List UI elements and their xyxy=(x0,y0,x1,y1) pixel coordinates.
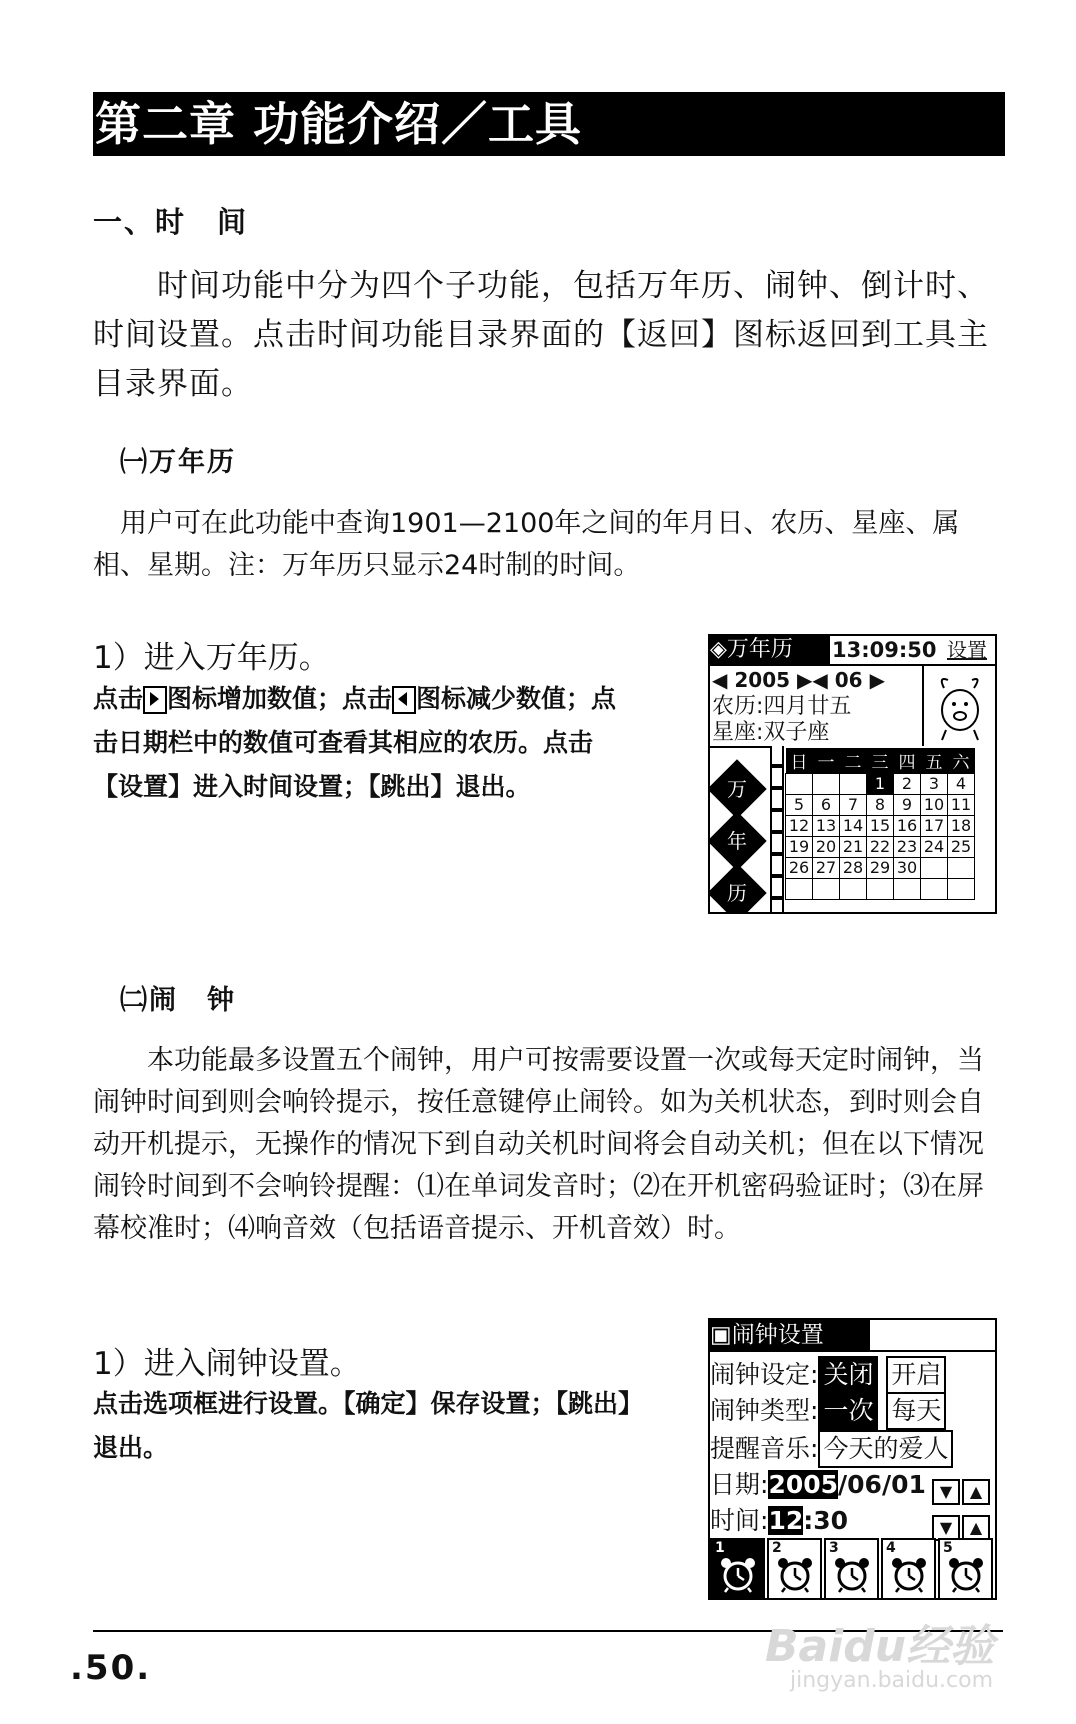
calendar-day-cell[interactable]: 25 xyxy=(948,837,975,858)
alarm-clock-icon xyxy=(889,1554,929,1594)
time-stepper xyxy=(932,1510,990,1541)
calendar-day-cell[interactable]: 27 xyxy=(813,858,840,879)
calendar-day-cell[interactable]: 22 xyxy=(867,837,894,858)
side-char: 历 xyxy=(727,881,747,905)
date-down-button[interactable]: ▼ xyxy=(932,1479,960,1505)
calendar-day-cell[interactable]: 6 xyxy=(813,795,840,816)
section-title: 一、时 间 xyxy=(93,205,249,239)
calendar-day-cell[interactable]: 11 xyxy=(948,795,975,816)
alarm-music-row xyxy=(710,1430,953,1468)
zodiac-animal-image xyxy=(922,666,996,746)
weekday-header: 四 xyxy=(894,748,921,774)
calendar-day-cell[interactable]: 30 xyxy=(894,858,921,879)
alarm-slot-2[interactable] xyxy=(767,1538,822,1600)
alarm-off-option[interactable]: 关闭 xyxy=(818,1356,878,1394)
calendar-day-cell xyxy=(894,879,921,900)
calendar-week-row xyxy=(786,858,975,879)
alarm-slot-number: 4 xyxy=(886,1540,896,1556)
calendar-day-cell[interactable]: 19 xyxy=(786,837,813,858)
calendar-day-cell xyxy=(813,879,840,900)
calendar-day-cell[interactable]: 15 xyxy=(867,816,894,837)
alarm-clock-icon xyxy=(832,1554,872,1594)
alarm-date-label: 日期: xyxy=(710,1470,769,1499)
alarm-setting-row xyxy=(710,1356,946,1394)
alarm-title-text: 闹钟设置 xyxy=(731,1322,824,1348)
alarm-type-label: 闹钟类型: xyxy=(710,1396,819,1425)
calendar-heading: ㈠万年历 xyxy=(120,447,236,478)
calendar-day-cell[interactable]: 13 xyxy=(813,816,840,837)
alarm-once-option[interactable]: 一次 xyxy=(818,1392,878,1430)
calendar-day-cell[interactable]: 28 xyxy=(840,858,867,879)
weekday-header: 六 xyxy=(948,748,975,774)
time-up-button[interactable]: ▲ xyxy=(962,1515,990,1541)
alarm-time-hour[interactable]: 12 xyxy=(768,1506,804,1535)
calendar-day-cell[interactable]: 16 xyxy=(894,816,921,837)
calendar-week-row xyxy=(786,795,975,816)
calendar-titlebar xyxy=(710,636,995,666)
lunar-date: 农历:四月廿五 xyxy=(712,694,852,719)
calendar-day-cell[interactable]: 3 xyxy=(921,774,948,795)
alarm-date-year[interactable]: 2005 xyxy=(768,1470,839,1499)
clock-readout: 13:09:50 xyxy=(832,638,937,662)
calendar-day-cell[interactable]: 18 xyxy=(948,816,975,837)
alarm-time-minute[interactable]: :30 xyxy=(803,1506,849,1535)
calendar-day-cell[interactable]: 24 xyxy=(921,837,948,858)
date-stepper xyxy=(932,1474,990,1505)
calendar-day-cell xyxy=(786,774,813,795)
calendar-day-cell[interactable]: 17 xyxy=(921,816,948,837)
calendar-day-cell[interactable]: 4 xyxy=(948,774,975,795)
calendar-day-cell xyxy=(921,858,948,879)
alarm-slot-4[interactable] xyxy=(881,1538,936,1600)
alarm-slot-number: 5 xyxy=(943,1540,953,1556)
calendar-title xyxy=(710,636,830,664)
alarm-music-label: 提醒音乐: xyxy=(710,1434,819,1463)
alarm-heading: ㈡闹 钟 xyxy=(120,985,236,1016)
calendar-day-cell xyxy=(840,774,867,795)
alarm-slot-number: 1 xyxy=(715,1540,725,1556)
section-intro: 时间功能中分为四个子功能，包括万年历、闹钟、倒计时、时间设置。点击时间功能目录界面的【返回】图标返回到工具主目录界面。 xyxy=(93,268,989,402)
calendar-day-cell[interactable]: 29 xyxy=(867,858,894,879)
calendar-side-panel xyxy=(710,746,772,914)
weekday-header: 日 xyxy=(786,748,813,774)
calendar-day-cell xyxy=(948,858,975,879)
calendar-day-cell[interactable]: 5 xyxy=(786,795,813,816)
calendar-title-text: 万年历 xyxy=(726,637,793,662)
alarm-music-select[interactable]: 今天的爱人 xyxy=(818,1430,953,1468)
alarm-slot-1[interactable] xyxy=(710,1538,765,1600)
page-number: .50. xyxy=(70,1648,152,1688)
chapter-title: 第二章 功能介绍／工具 xyxy=(93,92,1005,156)
year-value[interactable]: 2005 xyxy=(734,668,791,692)
weekday-header: 五 xyxy=(921,748,948,774)
month-increase-icon[interactable]: ▶ xyxy=(869,668,885,692)
weekday-header: 二 xyxy=(840,748,867,774)
calendar-week-row xyxy=(786,837,975,858)
alarm-slot-number: 3 xyxy=(829,1540,839,1556)
alarm-paragraph: 本功能最多设置五个闹钟，用户可按需要设置一次或每天定时闹钟，当闹钟时间到则会响铃提示，按任意键停止闹铃。如为关机状态，到时则会自动开机提示，无操作的情况下到自动关机时间将会自动关机；但在以下情况闹铃时间到不会响铃提醒：⑴在单词发音时；⑵在开机密码验证时；⑶在屏幕校准时；⑷响音效（包括语音提示、开机音效）时。 xyxy=(93,1045,984,1244)
watermark-url: jingyan.baidu.com xyxy=(790,1668,994,1693)
desc-part: 图标增加数值；点击 xyxy=(167,684,393,713)
alarm-date-row xyxy=(710,1468,926,1502)
alarm-clock-icon xyxy=(775,1554,815,1594)
year-month-row xyxy=(712,668,885,692)
alarm-time-label: 时间: xyxy=(710,1506,769,1535)
calendar-step: 1）进入万年历。 xyxy=(93,640,330,676)
calendar-paragraph: 用户可在此功能中查询1901—2100年之间的年月日、农历、星座、属相、星期。注：万年历只显示24时制的时间。 xyxy=(93,508,960,581)
alarm-screen xyxy=(708,1318,997,1600)
calendar-day-cell xyxy=(948,879,975,900)
calendar-week-row xyxy=(786,816,975,837)
side-char: 万 xyxy=(727,777,747,801)
calendar-day-cell xyxy=(921,879,948,900)
alarm-clock-icon xyxy=(946,1554,986,1594)
calendar-day-cell[interactable]: 1 xyxy=(867,774,894,795)
alarm-slot-bar xyxy=(710,1538,995,1598)
alarm-slot-number: 2 xyxy=(772,1540,782,1556)
zodiac-sign: 星座:双子座 xyxy=(712,720,830,745)
calendar-day-cell[interactable]: 23 xyxy=(894,837,921,858)
date-up-button[interactable]: ▲ xyxy=(962,1479,990,1505)
calendar-grid xyxy=(785,748,975,900)
calendar-day-cell[interactable]: 12 xyxy=(786,816,813,837)
calendar-week-row xyxy=(786,879,975,900)
calendar-day-cell xyxy=(813,774,840,795)
calendar-day-cell[interactable]: 14 xyxy=(840,816,867,837)
increase-icon xyxy=(143,686,167,714)
calendar-day-cell xyxy=(786,879,813,900)
calendar-screen xyxy=(708,634,997,914)
month-decrease-icon[interactable]: ◀ xyxy=(812,668,828,692)
diamond-icon: ◈ xyxy=(710,637,727,662)
calendar-day-cell[interactable]: 10 xyxy=(921,795,948,816)
calendar-day-cell[interactable]: 20 xyxy=(813,837,840,858)
alarm-step: 1）进入闹钟设置。 xyxy=(93,1346,361,1382)
calendar-description xyxy=(93,677,633,809)
alarm-date-rest[interactable]: /06/01 xyxy=(838,1470,926,1499)
alarm-clock-icon xyxy=(718,1554,758,1594)
calendar-day-cell[interactable]: 8 xyxy=(867,795,894,816)
settings-button[interactable]: 设置 xyxy=(947,638,987,662)
calendar-day-cell xyxy=(867,879,894,900)
alarm-time-row xyxy=(710,1504,848,1538)
year-increase-icon[interactable]: ▶ xyxy=(797,668,813,692)
alarm-on-option[interactable]: 开启 xyxy=(886,1356,946,1394)
weekday-header: 一 xyxy=(813,748,840,774)
alarm-daily-option[interactable]: 每天 xyxy=(886,1392,946,1430)
calendar-day-cell xyxy=(840,879,867,900)
calendar-day-cell[interactable]: 2 xyxy=(894,774,921,795)
alarm-titlebar xyxy=(710,1320,870,1350)
calendar-day-cell[interactable]: 7 xyxy=(840,795,867,816)
calendar-day-cell[interactable]: 21 xyxy=(840,837,867,858)
year-decrease-icon[interactable]: ◀ xyxy=(712,668,728,692)
decrease-icon xyxy=(392,686,416,714)
calendar-day-cell[interactable]: 9 xyxy=(894,795,921,816)
alarm-description: 点击选项框进行设置。【确定】保存设置；【跳出】退出。 xyxy=(93,1389,631,1462)
alarm-type-row xyxy=(710,1392,946,1430)
alarm-setting-label: 闹钟设定: xyxy=(710,1360,819,1389)
calendar-day-cell[interactable]: 26 xyxy=(786,858,813,879)
alarm-slot-5[interactable] xyxy=(938,1538,993,1600)
spiral-binding xyxy=(772,746,784,912)
watermark-logo: Baidu经验 xyxy=(765,1621,995,1672)
weekday-header: 三 xyxy=(867,748,894,774)
divider xyxy=(710,1350,995,1352)
calendar-week-row xyxy=(786,774,975,795)
side-char: 年 xyxy=(727,829,747,853)
time-down-button[interactable]: ▼ xyxy=(932,1515,960,1541)
desc-part: 图标减少数值；点击日期栏中的数值可查看其相应的农历。点击【设置】进入时间设置；【跳出】退出。 xyxy=(93,684,617,801)
desc-part: 点击 xyxy=(93,684,144,713)
month-value[interactable]: 06 xyxy=(834,668,863,692)
window-icon: ▣ xyxy=(710,1322,732,1348)
alarm-slot-3[interactable] xyxy=(824,1538,879,1600)
